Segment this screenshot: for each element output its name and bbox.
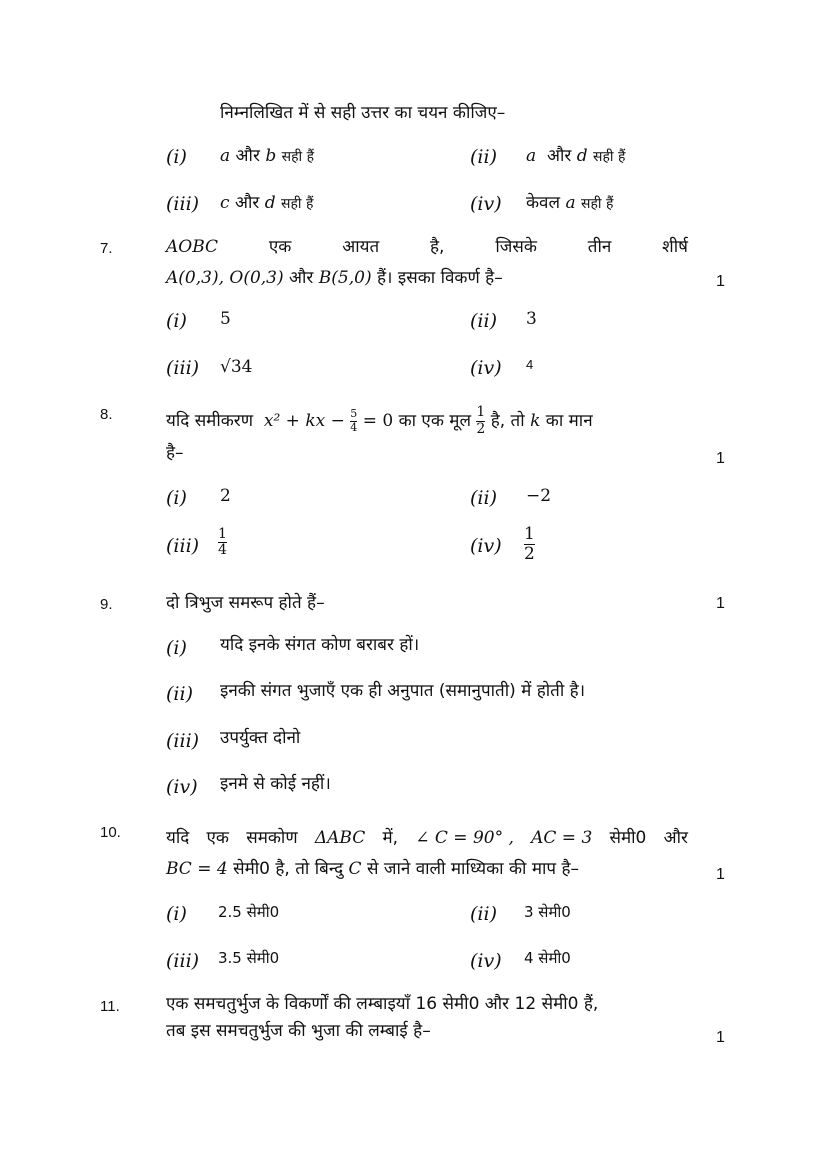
question-text: यदि समीकरण x² + kx − $\frac{5}{4}$ = 0 का एक मूल $\frac{1}{2}$ है, तो k का मान xyxy=(166,404,593,437)
option-label: (iv) xyxy=(470,357,502,379)
option-text: c और d सही हैं xyxy=(220,193,314,213)
option-text: 2.5 सेमी0 xyxy=(218,903,280,921)
question-text: दो त्रिभुज समरूप होते हैं– xyxy=(166,593,325,613)
option-label: (iii) xyxy=(166,950,200,972)
marks: 1 xyxy=(716,273,725,290)
option-text: 2 xyxy=(220,486,231,506)
option-label: (iii) xyxy=(166,535,200,557)
question-text: एक समचतुर्भुज के विकर्णों की लम्बाइयाँ 16 सेमी0 और 12 सेमी0 हैं, xyxy=(166,994,599,1014)
option-fraction: $\frac{1}{2}$ xyxy=(524,524,535,564)
question-number: 10. xyxy=(100,824,121,841)
question-text: यदि एक समकोण ΔABC में, ∠ C = 90° , AC = 3 सेमी0 और xyxy=(166,828,688,848)
option-label: (i) xyxy=(166,146,187,168)
option-label: (ii) xyxy=(470,903,497,925)
option-label: (iv) xyxy=(166,776,198,798)
option-label: (ii) xyxy=(470,487,497,509)
option-text: 3.5 सेमी0 xyxy=(218,949,280,967)
question-number: 9. xyxy=(100,596,113,613)
question-text: है– xyxy=(166,443,184,463)
question-text: तब इस समचतुर्भुज की भुजा की लम्बाई है– xyxy=(166,1021,431,1041)
option-text: 5 xyxy=(220,309,231,329)
option-text: −2 xyxy=(526,486,552,506)
marks: 1 xyxy=(716,595,725,612)
question-text: AOBC एक आयत है, जिसके तीन शीर्ष xyxy=(166,237,688,257)
instruction-text: निम्नलिखित में से सही उत्तर का चयन कीजिए– xyxy=(220,103,506,123)
option-label: (iv) xyxy=(470,535,502,557)
option-label: (iii) xyxy=(166,730,200,752)
marks: 1 xyxy=(716,1029,725,1046)
option-text: यदि इनके संगत कोण बराबर हों। xyxy=(220,635,420,655)
question-number: 7. xyxy=(100,240,113,257)
option-label: (ii) xyxy=(166,683,193,705)
marks: 1 xyxy=(716,450,725,467)
option-label: (ii) xyxy=(470,310,497,332)
option-label: (iii) xyxy=(166,193,200,215)
option-fraction: $\frac{1}{4}$ xyxy=(218,526,227,559)
option-text: केवल a सही हैं xyxy=(526,193,614,213)
question-text: A(0,3), O(0,3) और B(5,0) हैं। इसका विकर्ण है– xyxy=(166,268,503,288)
question-number: 8. xyxy=(100,406,113,423)
option-text: 3 xyxy=(526,309,537,329)
option-label: (iii) xyxy=(166,357,200,379)
option-label: (i) xyxy=(166,310,187,332)
option-text: उपर्युक्त दोनो xyxy=(220,728,301,748)
option-label: (i) xyxy=(166,637,187,659)
option-text: 3 सेमी0 xyxy=(524,903,571,921)
option-text: 4 xyxy=(526,357,534,372)
option-text: a और d सही हैं xyxy=(526,146,626,166)
marks: 1 xyxy=(716,866,725,883)
option-label: (i) xyxy=(166,487,187,509)
option-label: (ii) xyxy=(470,146,497,168)
option-text: 4 सेमी0 xyxy=(524,949,571,967)
question-number: 11. xyxy=(100,998,120,1015)
option-label: (iv) xyxy=(470,193,502,215)
option-text: √34 xyxy=(220,357,253,377)
option-label: (i) xyxy=(166,903,187,925)
option-text: इनकी संगत भुजाएँ एक ही अनुपात (समानुपाती) में होती है। xyxy=(220,681,586,701)
option-text: a और b सही हैं xyxy=(220,146,315,166)
option-label: (iv) xyxy=(470,950,502,972)
question-text: BC = 4 सेमी0 है, तो बिन्दु C से जाने वाली माध्यिका की माप है– xyxy=(166,859,579,879)
option-text: इनमे से कोई नहीं। xyxy=(220,774,331,794)
